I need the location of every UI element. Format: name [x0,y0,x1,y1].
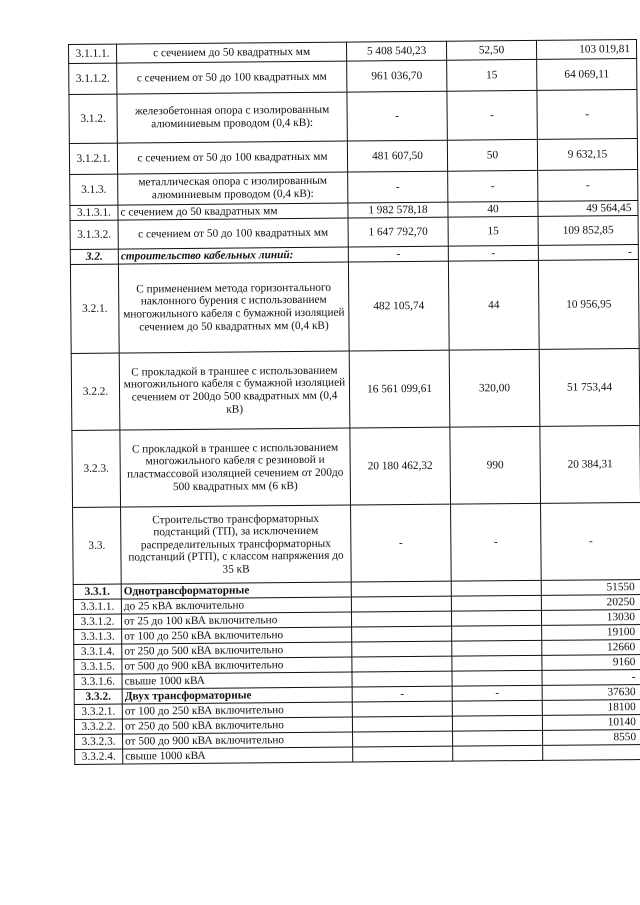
row-number: 3.3.1.6. [74,674,122,689]
table-row [70,260,639,354]
row-cost-value [353,731,453,747]
row-description: с сечением до 50 квадратных мм [118,203,348,220]
row-length-value: - [447,90,537,140]
row-cost-value: 20 180 462,32 [350,427,451,505]
row-cost-value: 5 408 540,23 [346,41,446,61]
row-description: С прокладкой в траншее с использованием многожильного кабеля с бумажной изоляцией сечением от 200до 500 квадратных мм (0,4 кВ) [119,351,350,430]
row-number: 3.1.2. [69,94,117,143]
row-rate-value: 109 852,85 [538,216,638,246]
row-description: с сечением от 50 до 100 квадратных мм [118,218,348,249]
row-description: от 100 до 250 кВА включительно [122,627,352,644]
row-number: 3.2.2. [71,353,120,430]
row-description: с сечением от 50 до 100 квадратных мм [117,61,347,94]
row-length-value [451,580,541,596]
row-description: от 250 до 500 кВА включительно [122,717,352,734]
row-cost-value [352,641,452,657]
row-number: 3.1.3.1. [70,205,118,220]
row-rate-value: 8550 [543,730,640,746]
row-cost-value [351,581,451,597]
row-cost-value: - [352,686,452,702]
row-rate-value [543,745,640,761]
row-number: 3.3.1.1. [73,599,121,614]
row-description: свыше 1000 кВА [123,747,353,764]
table-row [73,503,640,585]
row-cost-value: - [347,91,447,141]
row-length-value: - [448,170,538,202]
row-description: от 25 до 100 кВА включительно [121,612,351,629]
row-length-value [452,700,542,716]
row-number: 3.3.2.2. [74,719,122,734]
row-rate-value: 51550 [541,580,640,596]
row-cost-value: 961 036,70 [347,60,447,92]
row-description: свыше 1000 кВА [122,672,352,689]
row-description: от 500 до 900 кВА включительно [123,732,353,749]
row-number: 3.3.1.2. [73,614,121,629]
tariff-table [68,39,640,765]
row-rate-value: 13030 [541,610,640,626]
row-length-value: 320,00 [449,349,540,427]
row-number: 3.1.1.1. [69,44,117,63]
row-cost-value: - [351,504,452,582]
row-description: С применением метода горизонтального наклонного бурения с использованием многожильного кабеля с бумажной изоляцией сечением до 50 квадратных мм (0,4 кВ) [118,262,349,353]
row-length-value [452,625,542,641]
row-number: 3.2. [70,249,118,264]
row-description: Строительство трансформаторных подстанций (ТП), за исключением распределительных трансформаторных подстанций (РТП), с классом напряжения до 35 кВ [121,505,352,584]
row-cost-value [352,671,452,687]
row-number: 3.3.2.3. [75,734,123,749]
row-length-value [452,640,542,656]
row-length-value [451,595,541,611]
row-description: Двух трансформаторные [122,687,352,704]
row-number: 3.3. [73,507,122,584]
row-rate-value: 18100 [542,700,640,716]
row-rate-value: 37630 [542,685,640,701]
row-cost-value: 1 982 578,18 [348,202,448,218]
row-rate-value: 9160 [542,655,640,671]
table-body [69,40,640,765]
row-length-value: - [451,503,542,581]
row-cost-value [352,626,452,642]
row-rate-value: - [538,245,638,261]
table-row [69,139,637,175]
row-description: строительство кабельных линий: [118,247,348,264]
row-length-value: - [448,245,538,261]
row-rate-value: 51 753,44 [539,349,640,427]
row-number: 3.3.1.3. [74,629,122,644]
row-length-value: 40 [448,201,538,217]
row-rate-value: - [537,90,637,140]
row-description: от 250 до 500 кВА включительно [122,642,352,659]
table-row [71,349,640,431]
row-cost-value: 481 607,50 [347,140,447,172]
row-rate-value: 19100 [542,625,640,641]
row-number: 3.1.1.2. [69,63,117,94]
row-rate-value: 20 384,31 [540,426,640,504]
row-length-value [452,655,542,671]
row-number: 3.3.1.4. [74,644,122,659]
row-rate-value: 20250 [541,595,640,611]
row-description: до 25 кВА включительно [121,597,351,614]
row-cost-value: - [348,171,448,203]
row-rate-value: 10140 [542,715,640,731]
row-description: от 500 до 900 кВА включительно [122,657,352,674]
row-rate-value: - [538,170,638,202]
row-description: от 100 до 250 кВА включительно [122,702,352,719]
row-cost-value [351,611,451,627]
row-length-value: 44 [448,260,539,350]
row-cost-value: 16 561 099,61 [349,350,450,428]
row-description: с сечением от 50 до 100 квадратных мм [117,141,347,174]
row-cost-value [351,596,451,612]
row-number: 3.2.3. [72,430,121,507]
row-rate-value: - [542,670,640,686]
row-cost-value: 482 105,74 [348,261,449,351]
row-description: железобетонная опора с изолированным алюминиевым проводом (0,4 кВ): [117,92,347,143]
row-cost-value [352,656,452,672]
table-row [72,426,640,508]
document-page [68,39,640,765]
row-number: 3.3.2.4. [75,749,123,764]
row-cost-value: - [348,246,448,262]
row-rate-value: 49 564,45 [538,201,638,217]
row-cost-value [353,746,453,762]
row-description: Однотрансформаторные [121,582,351,599]
row-length-value [453,745,543,761]
table-row [70,170,638,206]
row-length-value: 15 [447,59,537,91]
row-length-value [452,670,542,686]
row-rate-value: - [541,503,640,581]
row-length-value: 990 [450,426,541,504]
row-number: 3.3.1. [73,584,121,599]
row-cost-value [352,716,452,732]
row-rate-value: 12660 [542,640,640,656]
row-length-value: - [452,685,542,701]
row-rate-value: 9 632,15 [537,139,637,171]
row-description: С прокладкой в траншее с использованием многожильного кабеля с резиновой и пластмассовой изоляцией сечением от 200до 500 квадратных мм (6 кВ) [120,428,351,507]
row-rate-value: 103 019,81 [536,40,636,60]
row-number: 3.1.2.1. [69,143,117,174]
row-description: с сечением до 50 квадратных мм [117,42,347,63]
row-description: металлическая опора с изолированным алюминиевым проводом (0,4 кВ): [118,172,348,205]
row-rate-value: 10 956,95 [538,260,639,350]
row-number: 3.1.3. [70,174,118,205]
row-number: 3.2.1. [70,264,119,353]
row-number: 3.3.2.1. [74,704,122,719]
table-row [69,59,637,95]
row-rate-value: 64 069,11 [537,59,637,91]
row-cost-value: 1 647 792,70 [348,217,448,247]
row-length-value [452,715,542,731]
table-row [69,90,637,144]
row-number: 3.3.2. [74,689,122,704]
row-length-value: 15 [448,216,538,246]
row-length-value: 52,50 [446,40,536,60]
row-length-value [453,730,543,746]
row-length-value [451,610,541,626]
row-number: 3.1.3.2. [70,220,118,249]
row-length-value: 50 [447,139,537,171]
row-cost-value [352,701,452,717]
row-number: 3.3.1.5. [74,659,122,674]
